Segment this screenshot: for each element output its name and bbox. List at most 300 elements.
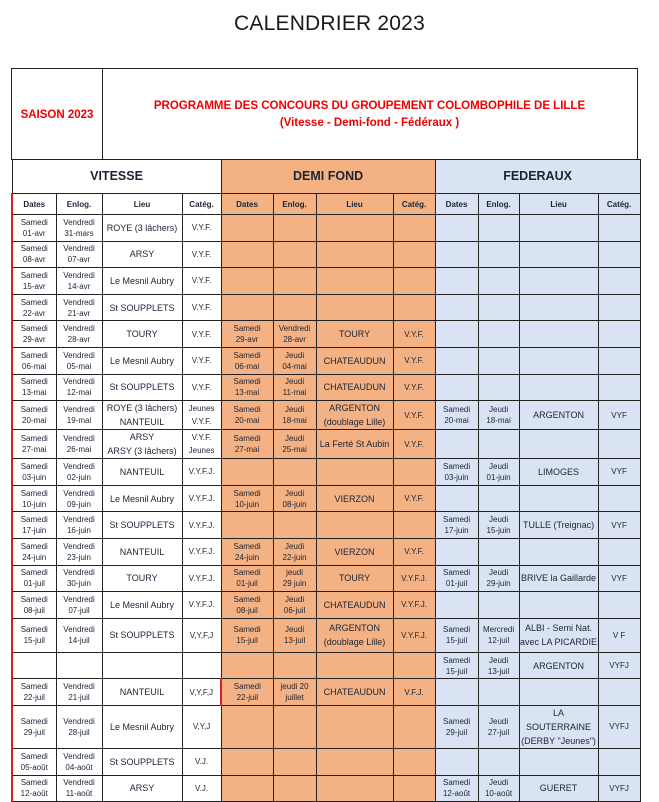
vitesse-categ-text: V,Y,F,J: [189, 630, 214, 640]
federaux-lieu-cell: [519, 401, 598, 430]
table-row: [12, 241, 640, 268]
vitesse-date-cell: [12, 241, 56, 268]
demi-fond-lieu-text: (doublage Lille): [323, 637, 386, 648]
vitesse-enlog-cell: [56, 321, 102, 348]
vitesse-enlog-text: 28-avr: [67, 335, 91, 345]
demi-fond-categ-text: V.Y.F.: [404, 410, 424, 420]
demi-fond-enlog-text: Jeudi: [284, 625, 305, 635]
demi-fond-lieu-cell: [316, 538, 393, 565]
demi-fond-enlog-cell: [273, 512, 316, 539]
vitesse-date-cell: [12, 775, 56, 802]
calendar-table: [11, 159, 641, 802]
vitesse-date-text: 24-juin: [22, 552, 47, 562]
col-lieu: Lieu: [316, 194, 393, 215]
federaux-enlog-text: Mercredi: [483, 625, 515, 635]
vitesse-date-text: 01-avr: [22, 228, 46, 238]
demi-fond-categ-cell: [393, 748, 435, 775]
vitesse-date-cell: [12, 592, 56, 619]
demi-fond-enlog-text: Jeudi: [284, 350, 305, 360]
federaux-categ-cell: [598, 705, 640, 748]
demi-fond-lieu-text: TOURY: [338, 329, 371, 340]
vitesse-categ-text: V.Y.F.: [191, 433, 212, 443]
demi-fond-date-text: Samedi: [233, 682, 261, 692]
vitesse-date-cell: [12, 459, 56, 486]
vitesse-date-text: 22-juil: [23, 693, 45, 703]
federaux-lieu-cell: [519, 748, 598, 775]
federaux-categ-cell: [598, 430, 640, 459]
federaux-date-text: 29-juil: [445, 727, 468, 737]
col-dates: Dates: [435, 194, 478, 215]
vitesse-lieu-cell: [102, 652, 182, 679]
demi-fond-lieu-cell: [316, 652, 393, 679]
vitesse-enlog-text: Vendredi: [63, 682, 95, 692]
federaux-enlog-cell: [478, 538, 519, 565]
vitesse-lieu-cell: [102, 775, 182, 802]
demi-fond-lieu-text: ARGENTON: [329, 623, 380, 634]
demi-fond-date-text: Samedi: [233, 625, 261, 635]
demi-fond-date-cell: [221, 748, 273, 775]
federaux-date-text: Samedi: [443, 716, 471, 726]
vitesse-enlog-text: 26-mai: [66, 445, 92, 455]
vitesse-lieu-text: Le Mesnil Aubry: [109, 599, 175, 610]
federaux-lieu-text: TULLE (Treignac): [522, 520, 595, 531]
federaux-lieu-cell: [519, 485, 598, 512]
demi-fond-categ-text: V.F.J.: [404, 687, 424, 697]
vitesse-categ-cell: [182, 592, 221, 619]
federaux-enlog-text: Jeudi: [489, 778, 509, 788]
table-row: [12, 748, 640, 775]
col-lieu: Lieu: [102, 194, 182, 215]
demi-fond-lieu-cell: [316, 565, 393, 592]
demi-fond-date-cell: [221, 268, 273, 295]
demi-fond-lieu-text: TOURY: [338, 573, 371, 584]
federaux-enlog-cell: [478, 374, 519, 401]
federaux-categ-text: V F: [612, 630, 626, 640]
federaux-categ-cell: [598, 401, 640, 430]
vitesse-categ-text: V.Y.F.J.: [188, 600, 215, 610]
vitesse-categ-text: V.Y.F.: [191, 249, 212, 259]
vitesse-date-text: Samedi: [20, 778, 48, 788]
vitesse-enlog-text: 19-mai: [66, 416, 92, 426]
vitesse-enlog-text: Vendredi: [63, 778, 95, 788]
vitesse-categ-cell: [182, 430, 221, 459]
calendar-body: [12, 215, 640, 802]
federaux-date-cell: [435, 775, 478, 802]
demi-fond-enlog-text: 13-juil: [283, 636, 306, 646]
demi-fond-categ-text: V.Y.F.J.: [401, 600, 427, 610]
federaux-categ-cell: [598, 512, 640, 539]
demi-fond-lieu-cell: [316, 592, 393, 619]
federaux-lieu-cell: [519, 592, 598, 619]
demi-fond-date-cell: [221, 430, 273, 459]
vitesse-date-text: Samedi: [20, 541, 48, 551]
federaux-date-cell: [435, 401, 478, 430]
vitesse-lieu-text: ARSY (3 lâchers): [107, 446, 177, 457]
federaux-lieu-text: LA SOUTERRAINE: [526, 707, 592, 732]
demi-fond-enlog-text: Jeudi: [284, 405, 305, 415]
section-federaux: FEDERAUX: [435, 160, 640, 194]
vitesse-enlog-text: 02-juin: [66, 472, 91, 482]
vitesse-lieu-text: TOURY: [126, 329, 158, 340]
federaux-date-text: Samedi: [443, 405, 471, 415]
vitesse-enlog-text: 28-juil: [68, 727, 90, 737]
demi-fond-date-text: 10-juin: [235, 499, 260, 509]
vitesse-lieu-cell: [102, 538, 182, 565]
vitesse-date-text: Samedi: [20, 751, 48, 761]
table-row: [12, 321, 640, 348]
vitesse-lieu-text: St SOUPPLETS: [109, 756, 175, 767]
federaux-enlog-text: 27-juil: [487, 727, 510, 737]
federaux-lieu-text: BRIVE la Gaillarde: [521, 573, 597, 584]
demi-fond-enlog-text: Jeudi: [284, 488, 305, 498]
table-row: [12, 652, 640, 679]
federaux-categ-text: VYFJ: [609, 661, 629, 671]
demi-fond-date-text: Samedi: [233, 324, 261, 334]
federaux-enlog-cell: [478, 347, 519, 374]
federaux-lieu-cell: [519, 705, 598, 748]
federaux-lieu-text: ARGENTON: [533, 410, 584, 421]
section-vitesse: VITESSE: [12, 160, 221, 194]
federaux-date-text: 12-août: [442, 789, 471, 799]
federaux-date-text: 03-juin: [444, 472, 469, 482]
federaux-categ-cell: [598, 215, 640, 242]
federaux-enlog-text: 18-mai: [486, 416, 511, 426]
vitesse-categ-cell: [182, 459, 221, 486]
vitesse-enlog-text: Vendredi: [63, 594, 95, 604]
vitesse-enlog-text: 14-juil: [68, 636, 90, 646]
programme-heading: [102, 69, 637, 160]
federaux-date-cell: [435, 512, 478, 539]
demi-fond-enlog-text: 22-juin: [282, 552, 307, 562]
demi-fond-enlog-cell: [273, 618, 316, 652]
demi-fond-date-cell: [221, 538, 273, 565]
federaux-enlog-cell: [478, 748, 519, 775]
vitesse-date-text: Samedi: [20, 568, 48, 578]
vitesse-lieu-cell: [102, 347, 182, 374]
demi-fond-date-cell: [221, 705, 273, 748]
vitesse-enlog-text: Vendredi: [63, 377, 95, 387]
federaux-enlog-cell: [478, 705, 519, 748]
vitesse-enlog-text: Vendredi: [63, 405, 95, 415]
vitesse-lieu-text: ARSY: [129, 783, 155, 794]
col-dates: Dates: [221, 194, 273, 215]
vitesse-categ-text: V.Y.F.: [191, 276, 212, 286]
federaux-enlog-text: 12-juil: [487, 636, 510, 646]
demi-fond-categ-text: V.Y.F.: [404, 439, 424, 449]
vitesse-categ-text: V.J.: [195, 757, 209, 767]
vitesse-categ-cell: [182, 512, 221, 539]
vitesse-date-cell: [12, 430, 56, 459]
demi-fond-date-text: 22-juil: [236, 693, 258, 703]
header-box: [11, 68, 638, 160]
federaux-categ-cell: [598, 748, 640, 775]
vitesse-date-text: Samedi: [20, 625, 48, 635]
vitesse-date-text: Samedi: [20, 377, 48, 387]
federaux-lieu-text: ARGENTON: [533, 660, 584, 671]
vitesse-enlog-text: Vendredi: [63, 434, 95, 444]
federaux-enlog-text: 10-août: [484, 789, 513, 799]
demi-fond-categ-cell: [393, 618, 435, 652]
vitesse-lieu-cell: [102, 268, 182, 295]
vitesse-date-text: 20-mai: [22, 416, 47, 426]
vitesse-enlog-cell: [56, 241, 102, 268]
federaux-categ-cell: [598, 374, 640, 401]
vitesse-enlog-cell: [56, 401, 102, 430]
federaux-lieu-cell: [519, 538, 598, 565]
federaux-date-cell: [435, 705, 478, 748]
federaux-categ-cell: [598, 679, 640, 706]
federaux-lieu-cell: [519, 459, 598, 486]
demi-fond-date-text: 27-mai: [234, 445, 260, 455]
vitesse-lieu-cell: [102, 401, 182, 430]
demi-fond-categ-cell: [393, 485, 435, 512]
federaux-date-text: Samedi: [443, 461, 471, 471]
vitesse-enlog-cell: [56, 347, 102, 374]
vitesse-enlog-text: Vendredi: [63, 541, 95, 551]
demi-fond-enlog-text: Jeudi: [284, 377, 305, 387]
vitesse-lieu-text: NANTEUIL: [119, 417, 165, 428]
demi-fond-lieu-cell: [316, 347, 393, 374]
vitesse-enlog-text: Vendredi: [63, 324, 95, 334]
demi-fond-categ-cell: [393, 652, 435, 679]
federaux-date-text: 15-juil: [445, 666, 468, 676]
vitesse-date-cell: [12, 652, 56, 679]
federaux-enlog-cell: [478, 215, 519, 242]
vitesse-categ-cell: [182, 401, 221, 430]
vitesse-date-cell: [12, 618, 56, 652]
vitesse-date-text: 13-mai: [22, 388, 47, 398]
vitesse-lieu-cell: [102, 374, 182, 401]
demi-fond-lieu-text: CHATEAUDUN: [323, 355, 386, 366]
col-lieu: Lieu: [519, 194, 598, 215]
vitesse-lieu-text: St SOUPPLETS: [109, 630, 175, 641]
demi-fond-lieu-cell: [316, 459, 393, 486]
federaux-lieu-text: LIMOGES: [538, 466, 580, 477]
federaux-date-text: Samedi: [443, 655, 471, 665]
vitesse-lieu-cell: [102, 321, 182, 348]
vitesse-categ-text: V.Y.F.J.: [188, 467, 215, 477]
demi-fond-date-text: Samedi: [233, 568, 261, 578]
vitesse-date-text: 15-avr: [22, 281, 46, 291]
federaux-date-cell: [435, 538, 478, 565]
vitesse-lieu-text: St SOUPPLETS: [109, 382, 175, 393]
demi-fond-enlog-text: Vendredi: [278, 324, 311, 334]
vitesse-date-text: 03-juin: [22, 472, 47, 482]
vitesse-enlog-cell: [56, 294, 102, 321]
demi-fond-categ-cell: [393, 565, 435, 592]
federaux-categ-cell: [598, 538, 640, 565]
vitesse-lieu-cell: [102, 241, 182, 268]
vitesse-date-text: Samedi: [20, 515, 48, 525]
demi-fond-enlog-text: Jeudi: [284, 434, 305, 444]
vitesse-date-cell: [12, 748, 56, 775]
vitesse-date-text: 29-juil: [23, 727, 45, 737]
demi-fond-lieu-text: VIERZON: [334, 493, 375, 504]
demi-fond-lieu-text: ARGENTON: [329, 403, 380, 414]
demi-fond-enlog-text: juillet: [285, 693, 304, 703]
federaux-lieu-cell: [519, 652, 598, 679]
col-enlog: Enlog.: [56, 194, 102, 215]
federaux-date-cell: [435, 430, 478, 459]
vitesse-categ-cell: [182, 321, 221, 348]
vitesse-lieu-cell: [102, 459, 182, 486]
vitesse-categ-text: Jeunes: [188, 404, 215, 414]
vitesse-categ-cell: [182, 652, 221, 679]
demi-fond-enlog-text: 08-juin: [282, 499, 307, 509]
federaux-categ-cell: [598, 618, 640, 652]
vitesse-categ-cell: [182, 215, 221, 242]
table-row: [12, 592, 640, 619]
vitesse-categ-text: V.Y.F.J.: [188, 520, 215, 530]
federaux-lieu-text: (DERBY "Jeunes"): [521, 735, 596, 746]
vitesse-lieu-cell: [102, 748, 182, 775]
vitesse-enlog-cell: [56, 512, 102, 539]
vitesse-enlog-text: Vendredi: [63, 625, 95, 635]
demi-fond-categ-cell: [393, 775, 435, 802]
demi-fond-lieu-cell: [316, 321, 393, 348]
federaux-enlog-cell: [478, 430, 519, 459]
vitesse-categ-text: V.Y.F.J.: [188, 494, 215, 504]
demi-fond-date-cell: [221, 321, 273, 348]
demi-fond-enlog-cell: [273, 241, 316, 268]
demi-fond-lieu-text: CHATEAUDUN: [323, 599, 386, 610]
federaux-date-cell: [435, 679, 478, 706]
vitesse-lieu-text: Le Mesnil Aubry: [109, 721, 175, 732]
vitesse-enlog-text: Vendredi: [63, 716, 95, 726]
federaux-date-text: Samedi: [443, 568, 471, 578]
vitesse-lieu-text: NANTEUIL: [119, 687, 165, 698]
demi-fond-categ-cell: [393, 321, 435, 348]
vitesse-lieu-text: Le Mesnil Aubry: [109, 355, 175, 366]
col-enlog: Enlog.: [478, 194, 519, 215]
federaux-enlog-text: Jeudi: [489, 515, 509, 525]
vitesse-enlog-text: 16-juin: [66, 526, 91, 536]
demi-fond-enlog-text: 11-mai: [282, 388, 307, 398]
vitesse-lieu-cell: [102, 565, 182, 592]
vitesse-date-text: 05-août: [20, 762, 48, 772]
vitesse-date-cell: [12, 321, 56, 348]
table-row: [12, 294, 640, 321]
demi-fond-lieu-cell: [316, 430, 393, 459]
federaux-enlog-cell: [478, 321, 519, 348]
demi-fond-date-cell: [221, 374, 273, 401]
vitesse-date-text: Samedi: [20, 244, 48, 254]
demi-fond-enlog-cell: [273, 321, 316, 348]
demi-fond-categ-cell: [393, 538, 435, 565]
demi-fond-date-text: Samedi: [233, 377, 261, 387]
table-row: [12, 401, 640, 430]
federaux-categ-text: VYF: [611, 410, 627, 420]
federaux-enlog-text: Jeudi: [489, 716, 509, 726]
vitesse-enlog-text: 11-août: [65, 789, 93, 799]
demi-fond-lieu-cell: [316, 512, 393, 539]
federaux-date-cell: [435, 459, 478, 486]
federaux-enlog-cell: [478, 565, 519, 592]
vitesse-enlog-text: 04-août: [65, 762, 93, 772]
vitesse-lieu-cell: [102, 679, 182, 706]
federaux-categ-cell: [598, 652, 640, 679]
federaux-categ-cell: [598, 268, 640, 295]
vitesse-enlog-text: 31-mars: [64, 228, 94, 238]
vitesse-enlog-text: 14-avr: [67, 281, 91, 291]
demi-fond-lieu-cell: [316, 485, 393, 512]
vitesse-enlog-cell: [56, 565, 102, 592]
vitesse-categ-cell: [182, 294, 221, 321]
vitesse-enlog-cell: [56, 592, 102, 619]
vitesse-date-cell: [12, 565, 56, 592]
vitesse-lieu-text: TOURY: [126, 573, 158, 584]
table-row: [12, 565, 640, 592]
vitesse-date-text: 08-avr: [22, 255, 46, 265]
federaux-date-cell: [435, 268, 478, 295]
demi-fond-lieu-text: CHATEAUDUN: [323, 687, 386, 698]
vitesse-enlog-text: 21-avr: [67, 308, 91, 318]
federaux-categ-text: VYF: [611, 573, 627, 583]
vitesse-date-cell: [12, 485, 56, 512]
demi-fond-categ-cell: [393, 374, 435, 401]
table-row: [12, 459, 640, 486]
vitesse-categ-text: V.Y.F.: [191, 417, 212, 427]
federaux-date-text: 17-juin: [444, 526, 469, 536]
vitesse-date-text: Samedi: [20, 716, 48, 726]
demi-fond-date-cell: [221, 215, 273, 242]
federaux-enlog-text: 29-juin: [486, 579, 511, 589]
federaux-lieu-cell: [519, 374, 598, 401]
vitesse-enlog-cell: [56, 538, 102, 565]
vitesse-date-cell: [12, 401, 56, 430]
table-row: [12, 679, 640, 706]
demi-fond-lieu-cell: [316, 618, 393, 652]
vitesse-enlog-text: 05-mai: [66, 361, 92, 371]
federaux-categ-cell: [598, 592, 640, 619]
federaux-enlog-cell: [478, 294, 519, 321]
federaux-date-text: Samedi: [443, 625, 471, 635]
vitesse-date-text: 27-mai: [22, 445, 47, 455]
demi-fond-categ-text: V.Y.F.: [404, 382, 424, 392]
vitesse-lieu-text: St SOUPPLETS: [109, 302, 175, 313]
federaux-lieu-cell: [519, 565, 598, 592]
federaux-enlog-text: 13-juil: [487, 666, 510, 676]
federaux-date-cell: [435, 294, 478, 321]
federaux-categ-text: VYF: [611, 520, 627, 530]
vitesse-date-text: Samedi: [20, 594, 48, 604]
federaux-enlog-cell: [478, 268, 519, 295]
demi-fond-enlog-cell: [273, 268, 316, 295]
demi-fond-categ-cell: [393, 592, 435, 619]
demi-fond-enlog-cell: [273, 748, 316, 775]
federaux-date-cell: [435, 374, 478, 401]
demi-fond-date-cell: [221, 618, 273, 652]
vitesse-lieu-cell: [102, 592, 182, 619]
demi-fond-enlog-cell: [273, 538, 316, 565]
federaux-enlog-text: 15-juin: [486, 526, 511, 536]
vitesse-lieu-cell: [102, 485, 182, 512]
federaux-date-text: 15-juil: [445, 636, 468, 646]
vitesse-lieu-text: ARSY: [129, 432, 155, 443]
vitesse-categ-cell: [182, 485, 221, 512]
vitesse-date-cell: [12, 294, 56, 321]
vitesse-date-text: 10-juin: [22, 499, 47, 509]
federaux-date-text: 20-mai: [444, 416, 469, 426]
demi-fond-lieu-cell: [316, 268, 393, 295]
vitesse-categ-text: Jeunes: [188, 446, 215, 456]
demi-fond-enlog-cell: [273, 374, 316, 401]
federaux-lieu-cell: [519, 347, 598, 374]
federaux-lieu-cell: [519, 241, 598, 268]
demi-fond-lieu-cell: [316, 241, 393, 268]
vitesse-enlog-cell: [56, 374, 102, 401]
vitesse-date-text: 15-juil: [23, 636, 45, 646]
